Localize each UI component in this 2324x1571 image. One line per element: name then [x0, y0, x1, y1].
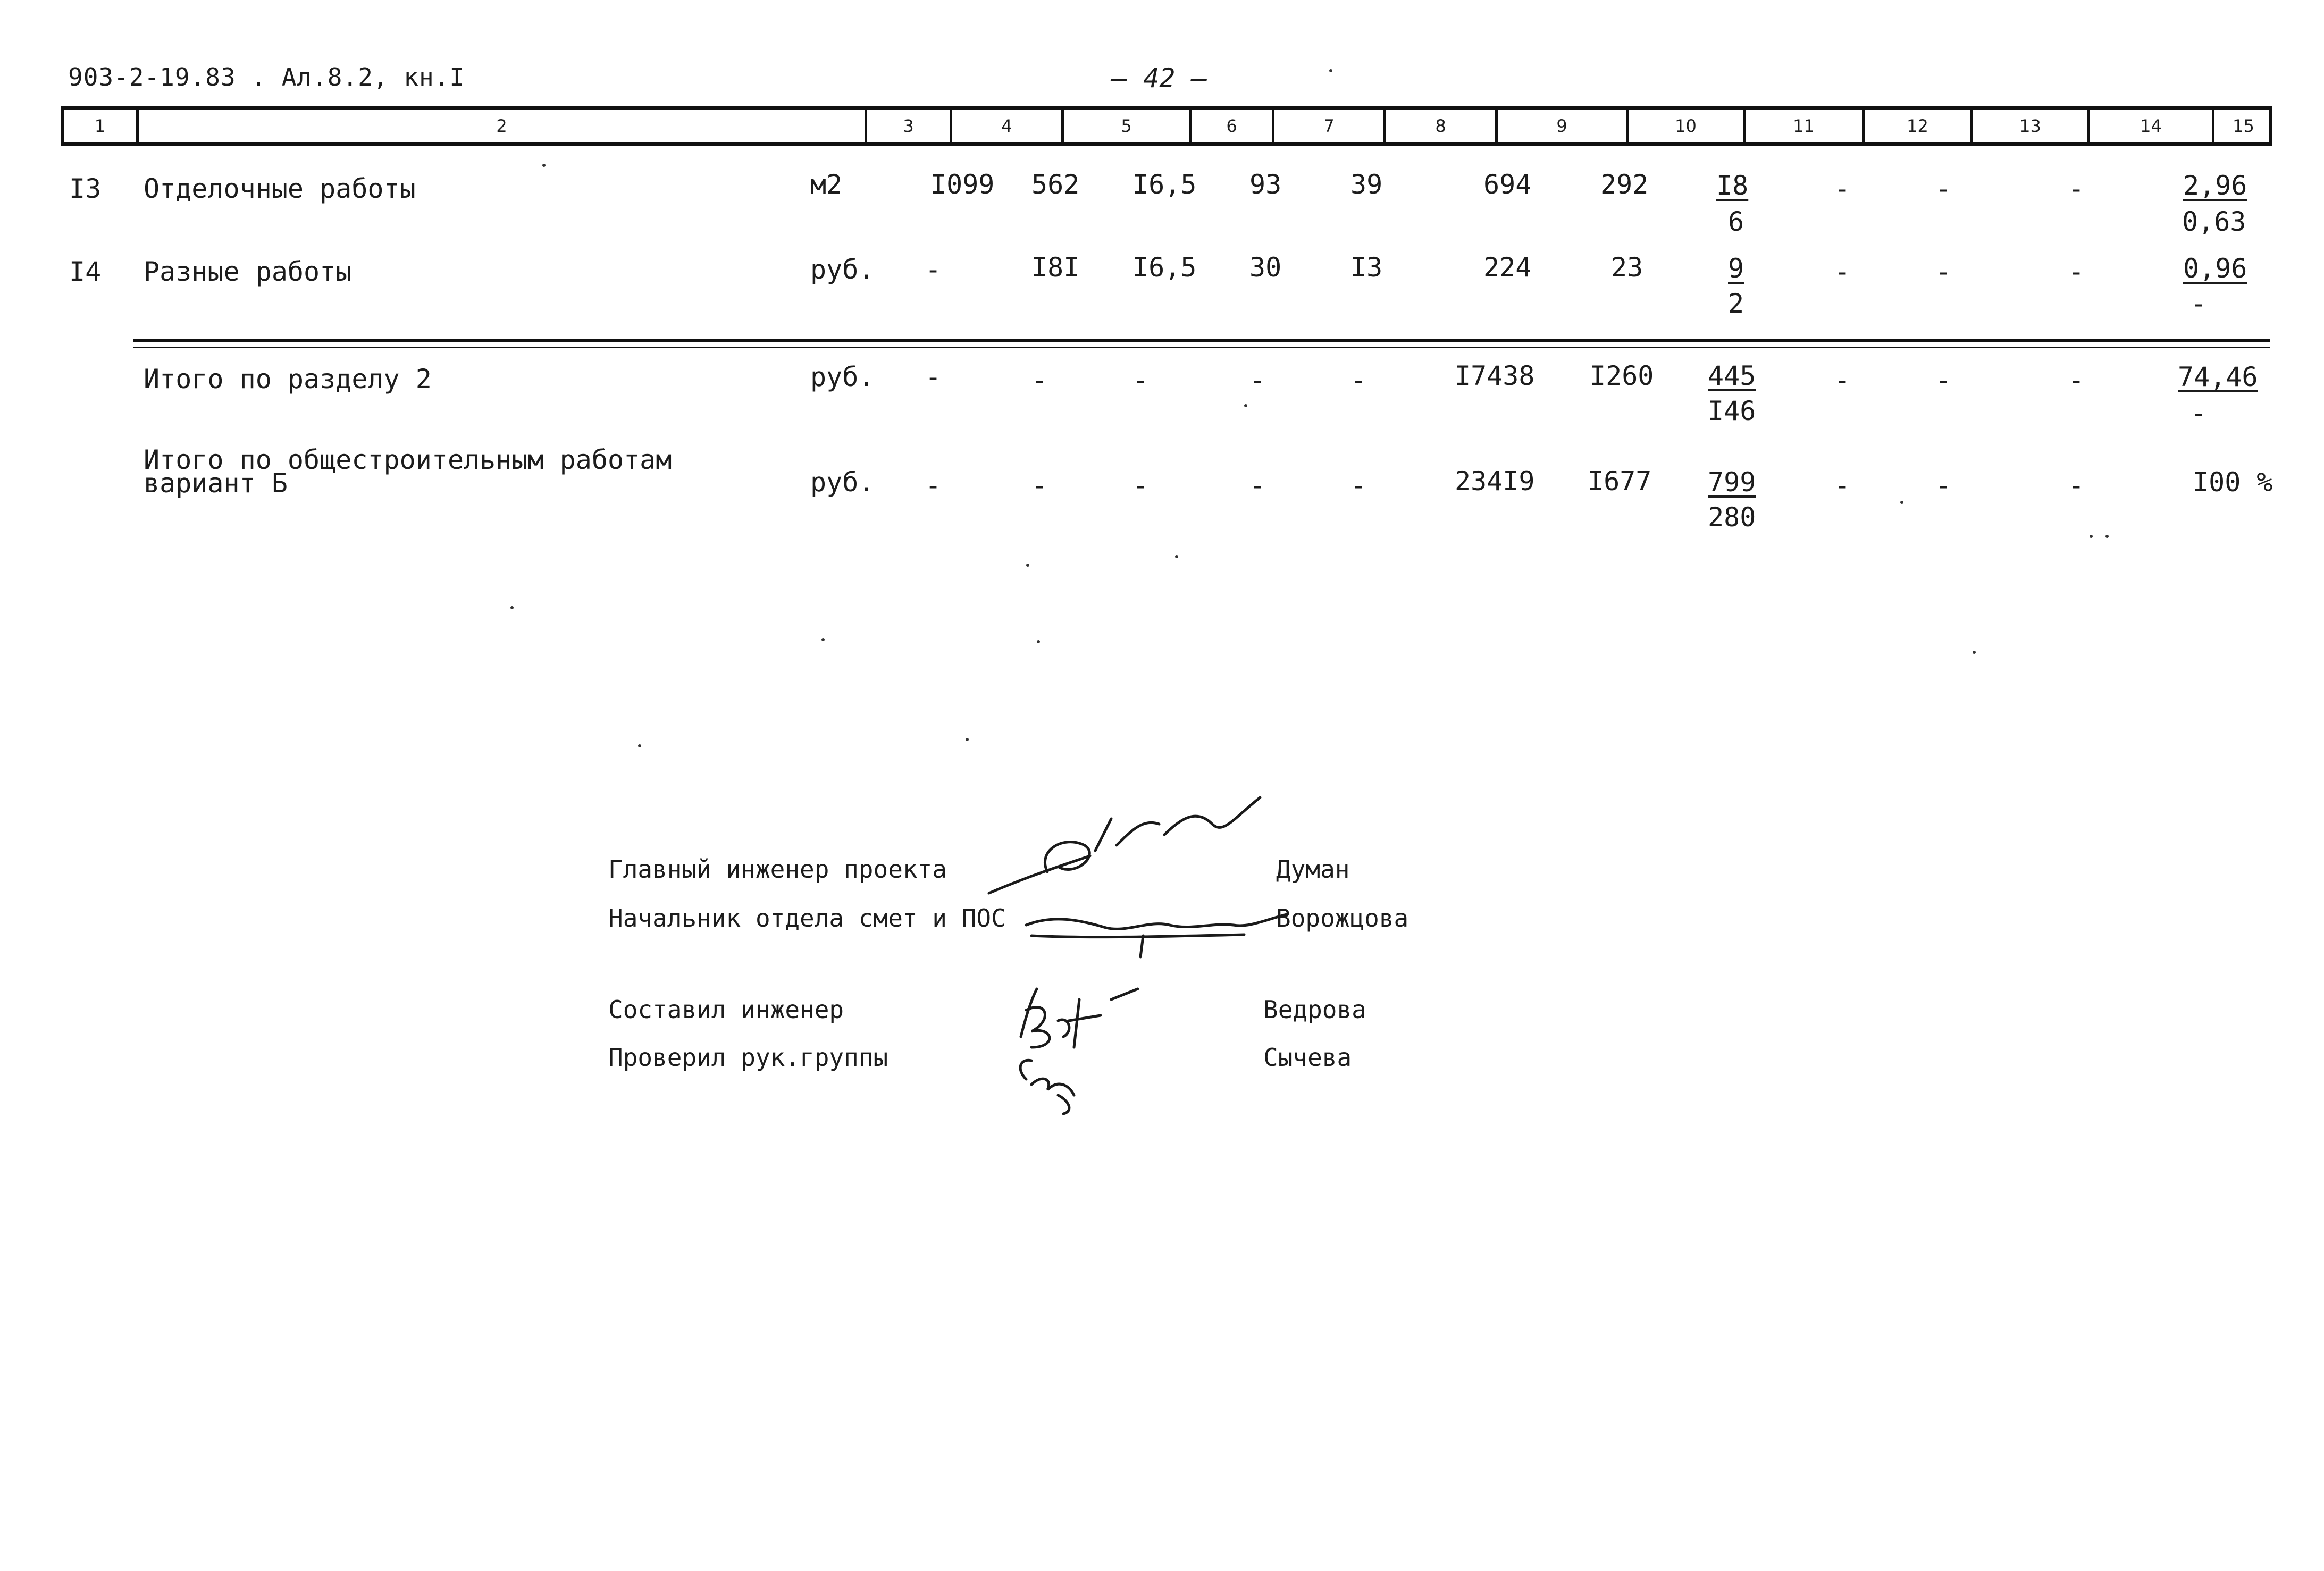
page-number: — 42 —: [1111, 63, 1207, 94]
scan-speck: [966, 738, 969, 741]
col4-value: -: [925, 254, 942, 285]
col11-denominator: 6: [1728, 206, 1744, 237]
col12-value: -: [1834, 256, 1851, 287]
scan-speck: [1026, 564, 1029, 567]
col15-numerator: 0,96: [2183, 253, 2247, 284]
grand-total-label-line2: вариант Б: [144, 468, 288, 499]
unit: руб.: [810, 362, 875, 392]
col-header-9: 9: [1495, 110, 1626, 142]
col10-value: 23: [1611, 252, 1643, 283]
unit: руб.: [810, 467, 875, 498]
signature-role: Проверил рук.группы: [608, 1043, 888, 1072]
signature-name: Ведрова: [1263, 995, 1366, 1024]
row-number: I3: [69, 173, 102, 204]
col9-value: 234I9: [1455, 466, 1535, 497]
col9-value: 224: [1483, 252, 1532, 283]
col-header-8: 8: [1383, 110, 1495, 142]
col8-value: I3: [1350, 252, 1383, 283]
grand-total-label-line1: Итого по общестроительным работам: [144, 444, 672, 475]
col10-value: 292: [1600, 169, 1649, 200]
col15-denominator: -: [2191, 398, 2207, 429]
col10-value: I260: [1590, 360, 1654, 391]
col-header-13: 13: [1970, 110, 2087, 142]
col13-value: -: [1935, 470, 1952, 501]
col6-value: I6,5: [1132, 169, 1197, 200]
scan-speck: [2105, 535, 2109, 538]
col7-value: -: [1249, 470, 1266, 501]
col15-denominator: -: [2191, 288, 2207, 319]
scan-speck: [1244, 404, 1247, 407]
col6-value: -: [1132, 365, 1149, 396]
signature-role: Главный инженер проекта: [608, 855, 947, 884]
signature-name: Сычева: [1263, 1043, 1352, 1072]
signature-name: Ворожцова: [1276, 904, 1409, 932]
work-name: Отделочные работы: [144, 173, 416, 204]
col13-value: -: [1935, 365, 1952, 396]
document-code: 903-2-19.83 . Ал.8.2, кн.I: [68, 63, 465, 91]
column-number-header: [61, 106, 2272, 146]
handwritten-signature-chief-engineer: [984, 787, 1281, 904]
col15-value: I00 %: [2193, 467, 2273, 498]
col15-numerator: 2,96: [2183, 170, 2247, 201]
unit: руб.: [810, 254, 875, 285]
col12-value: -: [1834, 173, 1851, 204]
col11-numerator: 799: [1708, 467, 1756, 498]
col11-numerator: 9: [1728, 253, 1744, 284]
col14-value: -: [2068, 470, 2085, 501]
section-divider-thin: [133, 347, 2270, 348]
col9-value: I7438: [1455, 360, 1535, 391]
col-header-3: 3: [865, 110, 950, 142]
col11-numerator: 445: [1708, 360, 1756, 391]
col7-value: 93: [1249, 169, 1282, 200]
col6-value: -: [1132, 470, 1149, 501]
scan-speck: [2090, 535, 2093, 538]
col15-numerator: 74,46: [2178, 362, 2258, 392]
signature-name: Думан: [1276, 855, 1350, 884]
col8-value: -: [1350, 470, 1367, 501]
col5-value: 562: [1031, 169, 1080, 200]
handwritten-signature-dept-head: [1021, 898, 1297, 962]
col7-value: 30: [1249, 252, 1282, 283]
scan-speck: [1900, 501, 1903, 504]
col11-denominator: 2: [1728, 288, 1744, 319]
col-header-12: 12: [1862, 110, 1970, 142]
col5-value: -: [1031, 365, 1048, 396]
signature-role: Начальник отдела смет и ПОС: [608, 904, 1006, 932]
col15-denominator: 0,63: [2182, 206, 2246, 237]
col-header-2: 2: [136, 110, 865, 142]
total-label: Итого по разделу 2: [144, 364, 432, 394]
col-header-15: 15: [2212, 110, 2272, 142]
scan-speck: [1175, 555, 1178, 558]
section-divider: [133, 339, 2270, 342]
col14-value: -: [2068, 365, 2085, 396]
col-header-7: 7: [1272, 110, 1383, 142]
col4-value: -: [925, 362, 942, 392]
work-name: Разные работы: [144, 256, 352, 287]
col11-numerator: I8: [1716, 170, 1749, 201]
col-header-1: 1: [94, 116, 106, 136]
col6-value: I6,5: [1132, 252, 1197, 283]
col14-value: -: [2068, 256, 2085, 287]
row-number: I4: [69, 256, 102, 287]
scan-speck: [638, 744, 641, 747]
col9-value: 694: [1483, 169, 1532, 200]
scan-speck: [510, 606, 514, 609]
col12-value: -: [1834, 470, 1851, 501]
col7-value: -: [1249, 365, 1266, 396]
col5-value: I8I: [1031, 252, 1080, 283]
scan-speck: [1973, 651, 1976, 654]
col4-value: I099: [930, 169, 995, 200]
col-header-14: 14: [2087, 110, 2212, 142]
col5-value: -: [1031, 470, 1048, 501]
col11-denominator: I46: [1708, 396, 1756, 426]
scan-speck: [542, 164, 546, 167]
col-header-11: 11: [1743, 110, 1862, 142]
scan-speck: [1329, 69, 1332, 72]
col10-value: I677: [1588, 466, 1652, 497]
col-header-4: 4: [950, 110, 1061, 142]
col12-value: -: [1834, 365, 1851, 396]
col8-value: 39: [1350, 169, 1383, 200]
scan-speck: [821, 638, 825, 641]
col13-value: -: [1935, 173, 1952, 204]
col11-denominator: 280: [1708, 502, 1756, 533]
handwritten-signature-engineer: [1010, 968, 1159, 1116]
col-header-10: 10: [1626, 110, 1743, 142]
col4-value: -: [925, 470, 942, 501]
unit: м2: [810, 169, 843, 200]
col13-value: -: [1935, 256, 1952, 287]
scan-speck: [1037, 640, 1040, 643]
col14-value: -: [2068, 173, 2085, 204]
signature-role: Составил инженер: [608, 995, 844, 1024]
col-header-6: 6: [1189, 110, 1272, 142]
col-header-5: 5: [1061, 110, 1189, 142]
col8-value: -: [1350, 365, 1367, 396]
